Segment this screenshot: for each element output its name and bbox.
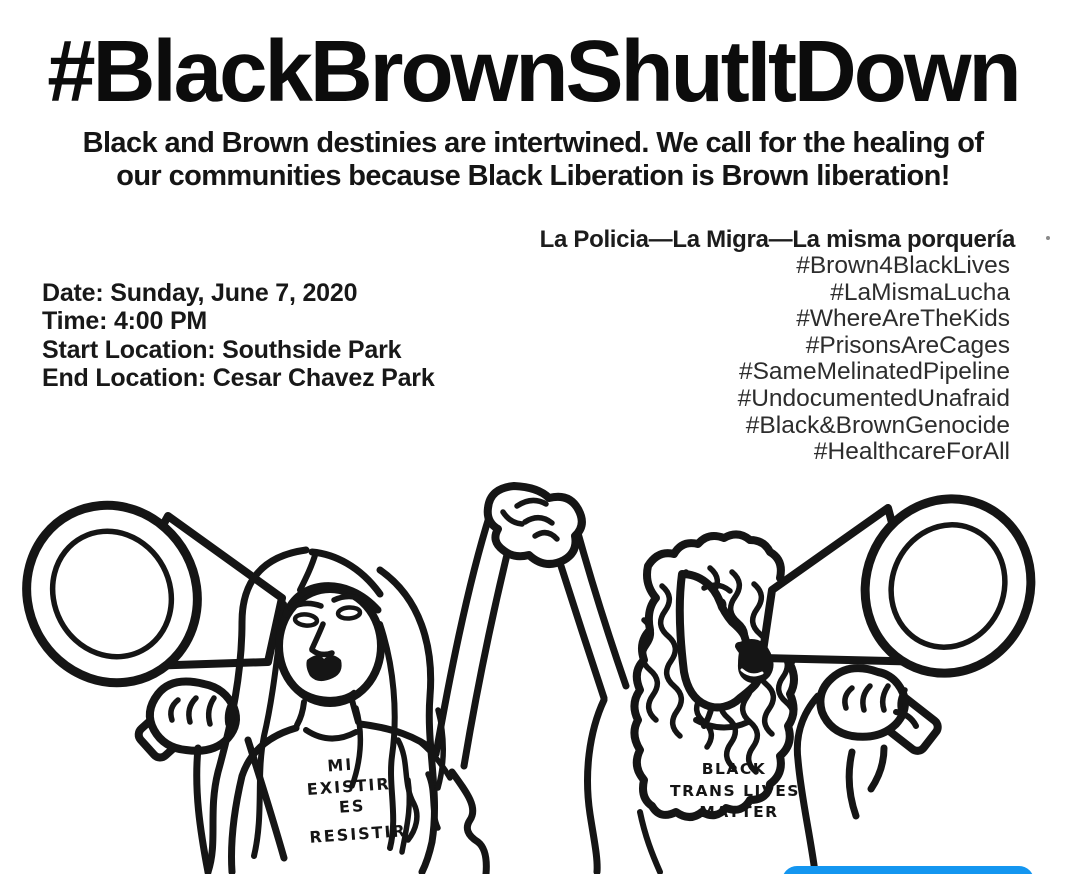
hashtag-list (738, 253, 1010, 466)
hashtag-item: #SameMelinatedPipeline (738, 358, 1010, 386)
event-date: Date: Sunday, June 7, 2020 (42, 279, 358, 307)
left-shirt-line-3: RESISTIR (308, 821, 408, 847)
poster-title: #BlackBrownShutItDown (47, 23, 1019, 120)
protest-illustration (0, 474, 1066, 874)
right-shirt-line-1: TRANS LIVES (670, 782, 800, 800)
right-shirt-line-0: BLACK (701, 760, 767, 778)
hashtag-item: #UndocumentedUnafraid (737, 384, 1010, 412)
speck-artifact (1046, 236, 1050, 240)
hashtag-item: #HealthcareForAll (813, 438, 1010, 466)
event-start-location: Start Location: Southside Park (42, 335, 402, 364)
poster-subtitle (0, 127, 1066, 193)
hashtag-item: #PrisonsAreCages (805, 331, 1010, 359)
spanish-slogan: La Policia—La Migra—La misma porquería (539, 226, 1015, 253)
right-shirt-line-2: MATTER (699, 803, 779, 821)
event-end-location: End Location: Cesar Chavez Park (42, 364, 435, 393)
hashtag-item: #Brown4BlackLives (796, 252, 1010, 279)
hashtag-item: #LaMismaLucha (830, 278, 1010, 306)
left-shirt-line-1: EXISTIR (306, 774, 392, 799)
hashtag-item: #Black&BrownGenocide (745, 411, 1010, 439)
partial-button[interactable] (782, 866, 1034, 874)
subtitle-line-1: Black and Brown destinies are intertwined. We call for the healing of (82, 127, 984, 159)
subtitle-line-2: our communities because Black Liberation is Brown liberation! (116, 160, 950, 192)
clasped-hands (488, 486, 582, 564)
event-time: Time: 4:00 PM (42, 307, 208, 336)
event-details (42, 279, 435, 393)
left-shirt-line-0: MI (326, 754, 354, 776)
left-shirt-line-2: ES (338, 795, 367, 817)
hashtag-item: #WhereAreTheKids (796, 305, 1010, 333)
